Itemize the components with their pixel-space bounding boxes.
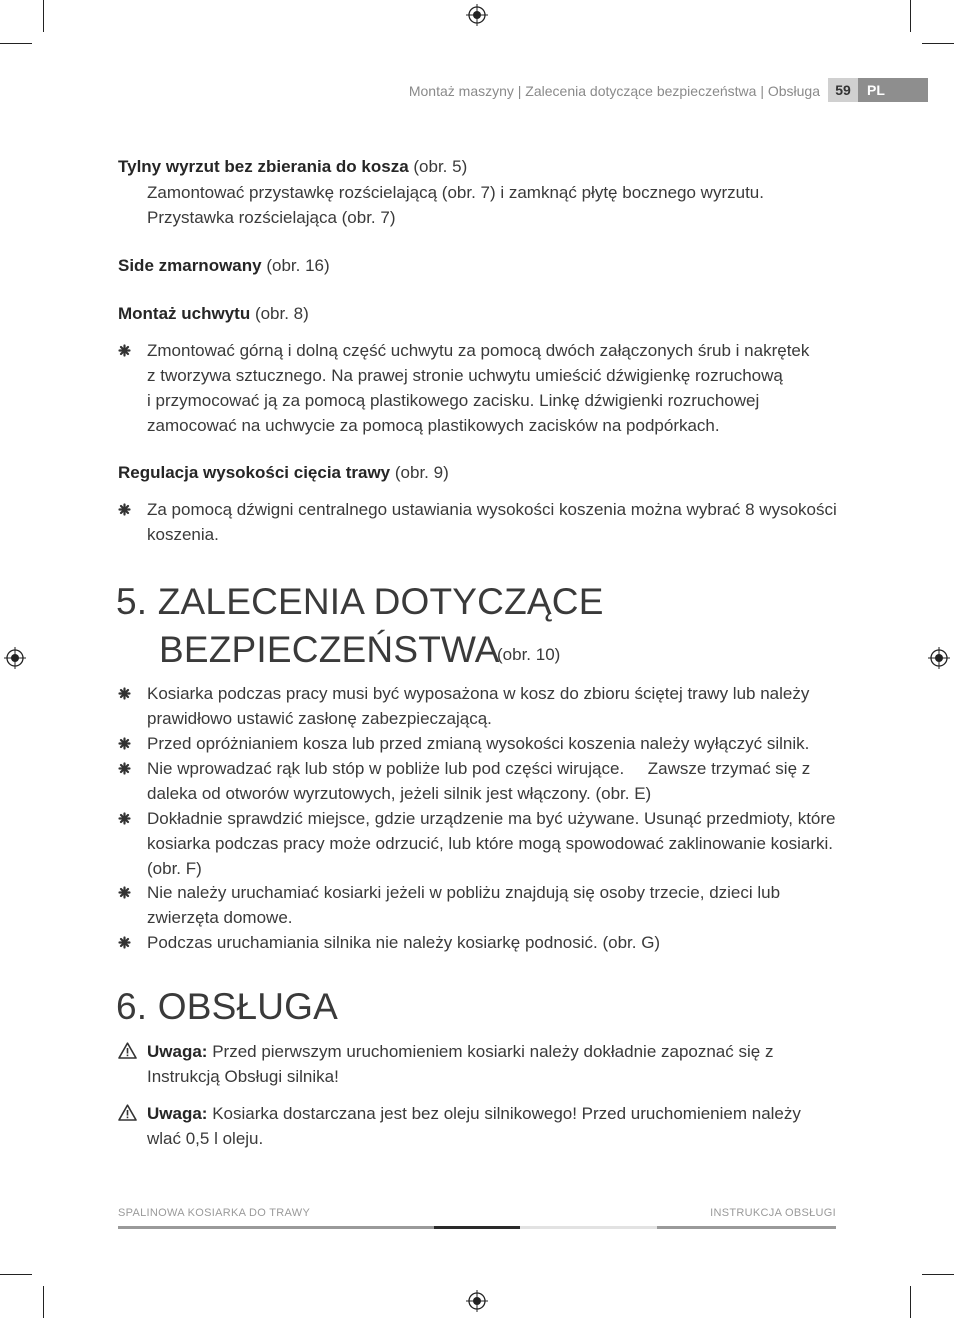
- list-item: [118, 731, 838, 756]
- section-heading-rear: [118, 154, 467, 179]
- warning-triangle-icon: [118, 1104, 137, 1121]
- bullet-icon: [118, 737, 131, 750]
- list-item: [118, 930, 838, 955]
- text-line: Za pomocą dźwigni centralnego ustawiania wysokości koszenia można wybrać 8 wysokości: [147, 500, 837, 519]
- text-line: Przystawka rozścielająca (obr. 7): [147, 208, 396, 227]
- text-line: Zamontować przystawkę rozścielającą (obr. 7) i zamknąć płytę bocznego wyrzutu.: [147, 183, 764, 202]
- text-line: wlać 0,5 l oleju.: [147, 1129, 264, 1148]
- warning-note: [118, 1039, 838, 1089]
- text-line: zamocować na uchwycie za pomocą plastikowych zacisków na podpórkach.: [147, 416, 720, 435]
- crop-mark: [0, 43, 32, 44]
- bullet-icon: [118, 762, 131, 775]
- section-heading-handle: [118, 301, 309, 326]
- section-ref: (obr. 5): [408, 157, 468, 176]
- crop-mark: [43, 1286, 44, 1318]
- footer-manual: INSTRUKCJA OBSŁUGI: [710, 1207, 836, 1219]
- text-line: Nie należy uruchamiać kosiarki jeżeli w pobliżu znajdują się osoby trzecie, dzieci lub: [147, 883, 781, 902]
- crop-mark: [910, 0, 911, 32]
- text-line: z tworzywa sztucznego. Na prawej stronie uchwytu umieścić dźwigienkę rozruchową: [147, 366, 783, 385]
- crop-mark: [910, 1286, 911, 1318]
- footer-bar: [520, 1226, 657, 1229]
- list-item: [118, 756, 838, 806]
- text-line: Kosiarka podczas pracy musi być wyposażona w kosz do zbioru ściętej trawy lub należy: [147, 684, 810, 703]
- list-item: [118, 880, 838, 930]
- crop-mark: [0, 1274, 32, 1275]
- text-line: Dokładnie sprawdzić miejsce, gdzie urządzenie ma być używane. Usunąć przedmioty, które: [147, 809, 836, 828]
- text-line: (obr. F): [147, 859, 202, 878]
- text-line: Przed opróżnianiem kosza lub przed zmianą wysokości koszenia należy wyłączyć silnik.: [147, 734, 810, 753]
- text-line: kosiarka podczas pracy może odrzucić, lub które mogą spowodować zaklinowanie kosiarki.: [147, 834, 833, 853]
- chapter-ref: (obr. 10): [497, 645, 561, 664]
- page-number: 59: [828, 78, 858, 102]
- warning-triangle-icon: [118, 1042, 137, 1059]
- chapter-title: 5. ZALECENIA DOTYCZĄCE: [116, 581, 604, 622]
- crop-mark: [922, 1274, 954, 1275]
- list-item: [118, 806, 838, 881]
- registration-mark-icon: [466, 4, 488, 26]
- section-title: Montaż uchwytu: [118, 304, 251, 323]
- registration-mark-icon: [4, 647, 26, 669]
- text-line: Kosiarka dostarczana jest bez oleju silnikowego! Przed uruchomieniem należy: [207, 1104, 801, 1123]
- warning-label: Uwaga:: [147, 1042, 208, 1061]
- text-line: Zmontować górną i dolną część uchwytu za pomocą dwóch załączonych śrub i nakrętek: [147, 341, 810, 360]
- bullet-icon: [118, 687, 131, 700]
- warning-note: [118, 1101, 838, 1151]
- language-badge: PL: [858, 78, 928, 102]
- footer-product: SPALINOWA KOSIARKA DO TRAWY: [118, 1207, 311, 1219]
- crop-mark: [43, 0, 44, 32]
- bullet-icon: [118, 886, 131, 899]
- section-heading-side: [118, 253, 330, 278]
- text-line: zwierzęta domowe.: [147, 908, 293, 927]
- text-line: Podczas uruchamiania silnika nie należy kosiarkę podnosić. (obr. G): [147, 933, 661, 952]
- breadcrumb: Montaż maszyny | Zalecenia dotyczące bezpieczeństwa | Obsługa: [408, 83, 820, 99]
- registration-mark-icon: [928, 647, 950, 669]
- footer-bar: [657, 1226, 836, 1229]
- text-line: prawidłowo ustawić zasłonę zabezpieczającą.: [147, 709, 492, 728]
- section-heading-height: [118, 460, 449, 485]
- warning-label: Uwaga:: [147, 1104, 208, 1123]
- footer-bar: [118, 1226, 434, 1229]
- section-ref: (obr. 16): [261, 256, 330, 275]
- text-line: daleka od otworów wyrzutowych, jeżeli silnik jest włączony. (obr. E): [147, 784, 652, 803]
- text-line: Przed pierwszym uruchomieniem kosiarki należy dokładnie zapoznać się z: [207, 1042, 774, 1061]
- section-title: Side zmarnowany: [118, 256, 262, 275]
- text-line: Nie wprowadzać rąk lub stóp w pobliże lub pod części wirujące. Zawsze trzymać się z: [147, 759, 811, 778]
- chapter-title: BEZPIECZEŃSTWA: [159, 629, 500, 670]
- list-item: [118, 497, 838, 547]
- section-ref: (obr. 9): [390, 463, 449, 482]
- registration-mark-icon: [466, 1290, 488, 1312]
- footer-bar: [434, 1226, 520, 1229]
- list-item: [118, 338, 838, 438]
- section-ref: (obr. 8): [250, 304, 309, 323]
- text-line: Instrukcją Obsługi silnika!: [147, 1067, 339, 1086]
- chapter-title: 6. OBSŁUGA: [116, 986, 339, 1027]
- text-line: i przymocować ją za pomocą plastikowego zacisku. Linkę dźwigienki rozruchowej: [147, 391, 760, 410]
- bullet-icon: [118, 812, 131, 825]
- crop-mark: [922, 43, 954, 44]
- bullet-icon: [118, 936, 131, 949]
- paragraph: [147, 180, 847, 230]
- bullet-icon: [118, 344, 131, 357]
- text-line: koszenia.: [147, 525, 219, 544]
- list-item: [118, 681, 838, 731]
- section-title: Regulacja wysokości cięcia trawy: [118, 463, 391, 482]
- section-title: Tylny wyrzut bez zbierania do kosza: [118, 157, 409, 176]
- bullet-icon: [118, 503, 131, 516]
